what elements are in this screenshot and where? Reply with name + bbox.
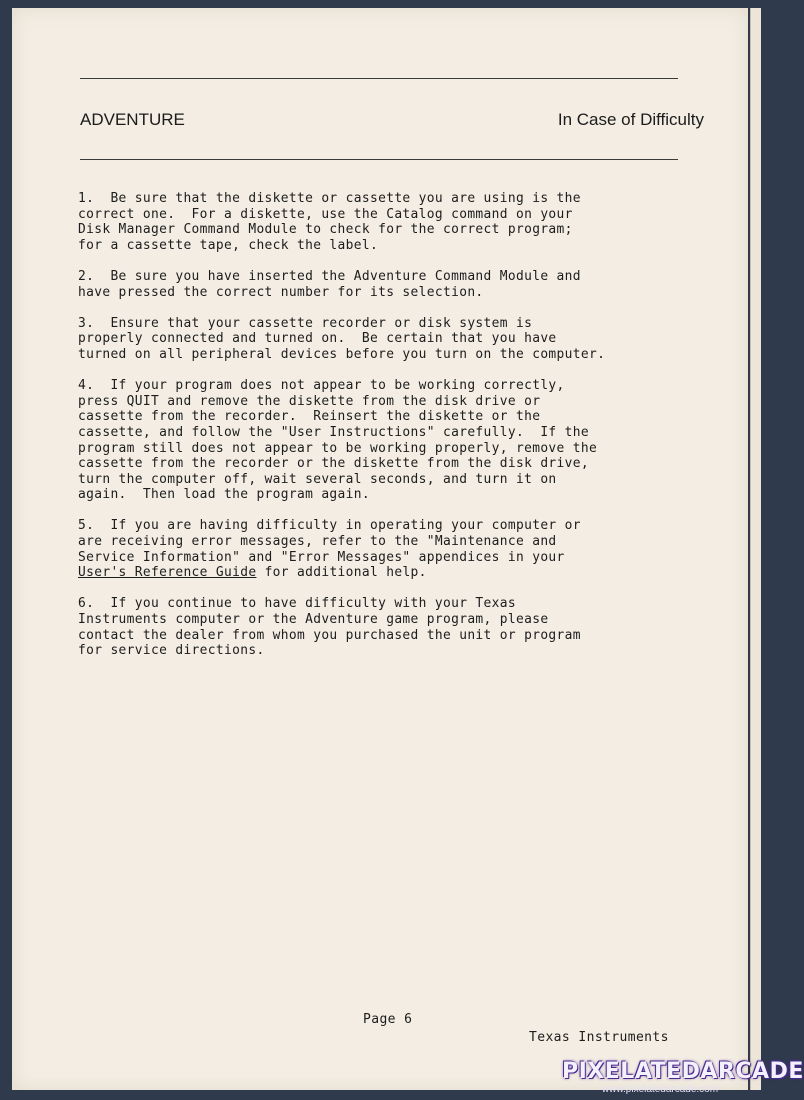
header-title-left: ADVENTURE	[80, 110, 185, 129]
step-1: 1. Be sure that the diskette or cassette you are using is the correct one. For a diskette, use the Catalog command on your Disk Manager Command Module to check for the correct program; for a cassette tape, check the label.	[78, 191, 581, 253]
header-title-right: In Case of Difficulty	[557, 110, 704, 129]
header-rule-bottom	[80, 159, 678, 160]
watermark	[562, 1059, 804, 1096]
header-rule-top	[80, 78, 678, 79]
step-5-tail: for additional help.	[256, 565, 427, 581]
users-reference-guide-title: User's Reference Guide	[78, 565, 257, 581]
page-edge	[750, 8, 761, 1090]
step-3: 3. Ensure that your cassette recorder or disk system is properly connected and turned on. Be certain that you have turned on all peripheral devices before you turn on the computer.	[78, 315, 606, 362]
step-5	[78, 518, 718, 580]
step-4: 4. If your program does not appear to be working correctly, press QUIT and remove the diskette from the disk drive or cassette from the recorder. Reinsert the diskette or the cassette, and follow the "User Instructions" carefully. If the program still does not appear to be working properly, remove the cassette from the recorder or the diskette from the disk drive, turn the computer off, wait several seconds, and turn it on again. Then load the program again.	[78, 378, 598, 503]
watermark-logo: PIXELATEDARCADE	[562, 1059, 804, 1084]
footer-brand: Texas Instruments	[529, 1030, 669, 1045]
page-number: Page 6	[363, 1012, 413, 1027]
troubleshooting-list	[78, 191, 718, 674]
step-2: 2. Be sure you have inserted the Adventure Command Module and have pressed the correct number for its selection.	[78, 268, 581, 300]
step-5-text: 5. If you are having difficulty in operating your computer or are receiving error messages, refer to the "Maintenance and Service Information" and "Error Messages" appendices in your	[78, 518, 581, 565]
step-6: 6. If you continue to have difficulty with your Texas Instruments computer or the Adventure game program, please contact the dealer from whom you purchased the unit or program for service directions.	[78, 596, 581, 659]
watermark-url: www.pixelatedarcade.com	[601, 1084, 719, 1095]
